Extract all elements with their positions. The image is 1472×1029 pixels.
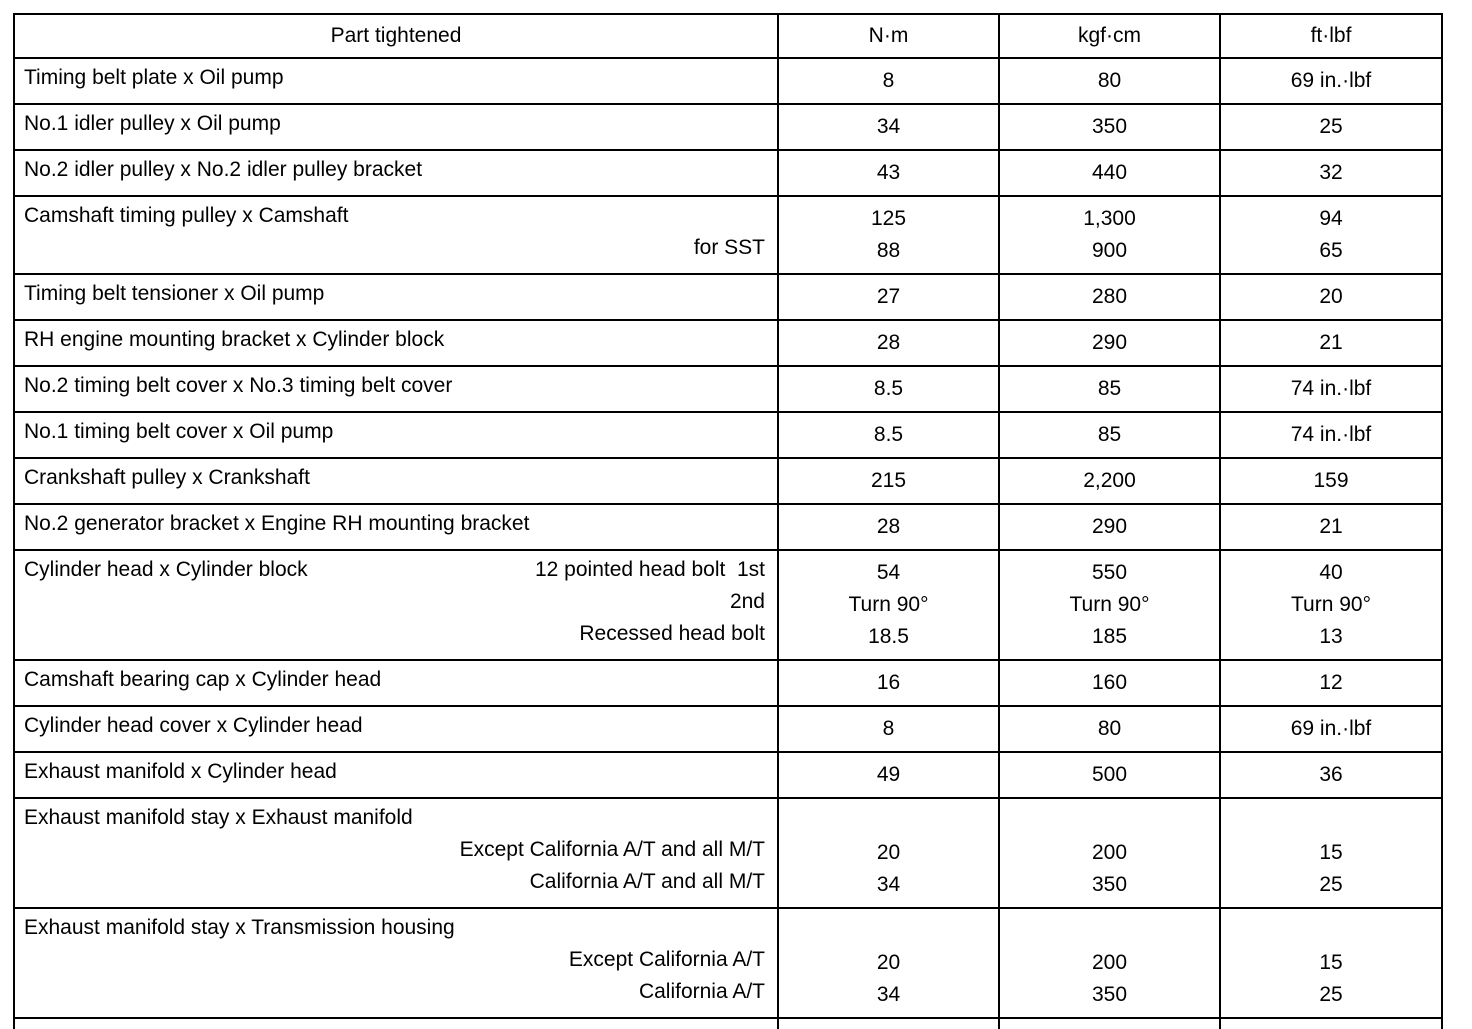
nm-value: 8: [778, 706, 999, 752]
nm-value: 16: [778, 660, 999, 706]
kgf-value: 200: [1091, 841, 1128, 864]
ft-value: 36: [1220, 752, 1442, 798]
part-cell: [14, 150, 778, 196]
part-name: Timing belt tensioner x Oil pump: [24, 282, 325, 305]
part-cell: [14, 274, 778, 320]
ft-value: 13: [1319, 625, 1343, 648]
nm-value: 49: [778, 752, 999, 798]
part-name: No.1 idler pulley x Oil pump: [24, 112, 281, 135]
table-row: [14, 706, 1442, 752]
sub-condition-label: California A/T: [638, 980, 765, 1003]
nm-cell: [778, 908, 999, 1018]
ft-cell: [1220, 550, 1442, 660]
part-cell: [14, 752, 778, 798]
part-name: No.2 timing belt cover x No.3 timing belt cover: [24, 374, 453, 397]
kgf-value: 500: [999, 752, 1220, 798]
part-cell: [14, 458, 778, 504]
nm-value: 34: [876, 983, 901, 1006]
sub-condition-label: Except California A/T and all M/T: [459, 838, 765, 861]
kgf-value: 2,200: [999, 458, 1220, 504]
nm-value: 8.5: [778, 412, 999, 458]
part-name: No.2 idler pulley x No.2 idler pulley bracket: [24, 158, 423, 181]
nm-cell: [778, 550, 999, 660]
part-cell: [14, 908, 778, 1018]
part-cell: [14, 660, 778, 706]
sub-condition-label: Recessed head bolt: [579, 622, 765, 645]
part-cell: [14, 366, 778, 412]
nm-value: 28: [778, 504, 999, 550]
part-cell: [14, 706, 778, 752]
part-line: [24, 554, 765, 586]
sub-condition-label: California A/T and all M/T: [529, 870, 765, 893]
kgf-value: 350: [1091, 983, 1128, 1006]
table-row: [14, 752, 1442, 798]
nm-value: 88: [876, 239, 901, 262]
kgf-value: 350: [1091, 873, 1128, 896]
ft-value: 21: [1220, 504, 1442, 550]
nm-value: 20: [876, 951, 901, 974]
ft-value: 25: [1319, 983, 1343, 1006]
header-part: Part tightened: [14, 14, 778, 58]
sub-condition-label: Except California A/T: [568, 948, 765, 971]
ft-cell: [1220, 908, 1442, 1018]
part-name: Exhaust manifold x Cylinder head: [24, 760, 337, 783]
header-kgf: kgf·cm: [999, 14, 1220, 58]
ft-value: 25: [1319, 873, 1343, 896]
table-row: [14, 908, 1442, 1018]
torque-table: [13, 13, 1443, 1029]
table-row: [14, 504, 1442, 550]
part-name: No.1 timing belt cover x Oil pump: [24, 420, 334, 443]
table-row: [14, 798, 1442, 908]
part-name: Exhaust manifold stay x Transmission housing: [24, 916, 455, 939]
kgf-cell: [999, 798, 1220, 908]
header-nm: N·m: [778, 14, 999, 58]
table-row: [14, 458, 1442, 504]
ft-value: 94: [1319, 207, 1343, 230]
kgf-value: 350: [999, 104, 1220, 150]
ft-value: 32: [1220, 150, 1442, 196]
kgf-value: 440: [999, 150, 1220, 196]
ft-value: 69 in.·lbf: [1220, 58, 1442, 104]
nm-value: 8: [778, 58, 999, 104]
table-row: [14, 366, 1442, 412]
part-cell: [14, 196, 778, 274]
kgf-value: 85: [999, 412, 1220, 458]
ft-value: 40: [1319, 561, 1343, 584]
part-name: Timing belt plate x Oil pump: [24, 66, 284, 89]
nm-value: 43: [778, 150, 999, 196]
ft-value: 65: [1319, 239, 1343, 262]
nm-value: 54: [876, 561, 901, 584]
header-ft: ft·lbf: [1220, 14, 1442, 58]
table-row-cutoff: [14, 1018, 1442, 1029]
part-name: Camshaft timing pulley x Camshaft: [24, 204, 349, 227]
table-row: [14, 412, 1442, 458]
part-cell: [14, 412, 778, 458]
table-row: [14, 660, 1442, 706]
nm-value: 215: [778, 458, 999, 504]
nm-value: 20: [876, 841, 901, 864]
part-name: No.2 generator bracket x Engine RH mounting bracket: [24, 512, 530, 535]
part-cell: [14, 104, 778, 150]
sub-condition-label: 2nd: [729, 590, 765, 613]
ft-value: 159: [1220, 458, 1442, 504]
part-name: RH engine mounting bracket x Cylinder block: [24, 328, 445, 351]
table-row: [14, 58, 1442, 104]
kgf-cell: [999, 550, 1220, 660]
ft-value: 12: [1220, 660, 1442, 706]
sub-condition-label: 12 pointed head bolt 1st: [534, 558, 765, 581]
table-row: [14, 196, 1442, 274]
part-cell: [14, 798, 778, 908]
kgf-cell: [999, 196, 1220, 274]
ft-cell: [1220, 196, 1442, 274]
nm-value: 34: [778, 104, 999, 150]
table-row: [14, 274, 1442, 320]
part-name: Cylinder head cover x Cylinder head: [24, 714, 363, 737]
part-name: Camshaft bearing cap x Cylinder head: [24, 668, 382, 691]
part-name: Exhaust manifold stay x Exhaust manifold: [24, 806, 413, 829]
table-row: [14, 550, 1442, 660]
torque-spec-sheet: [13, 13, 1441, 1029]
ft-value: 74 in.·lbf: [1220, 412, 1442, 458]
nm-cell: [778, 798, 999, 908]
kgf-value: 80: [999, 58, 1220, 104]
kgf-value: 185: [1091, 625, 1128, 648]
ft-value: Turn 90°: [1291, 593, 1371, 616]
nm-value: 125: [870, 207, 907, 230]
part-name: Cylinder head x Cylinder block: [24, 558, 308, 581]
ft-value: 21: [1220, 320, 1442, 366]
part-cell: [14, 550, 778, 660]
ft-value: 25: [1220, 104, 1442, 150]
nm-value: 28: [778, 320, 999, 366]
table-row: [14, 104, 1442, 150]
kgf-value: 550: [1091, 561, 1128, 584]
part-cell: [14, 504, 778, 550]
kgf-value: Turn 90°: [1069, 593, 1150, 616]
nm-value: 8.5: [778, 366, 999, 412]
kgf-value: 80: [999, 706, 1220, 752]
ft-value: 15: [1319, 951, 1343, 974]
kgf-value: 290: [999, 504, 1220, 550]
kgf-value: 290: [999, 320, 1220, 366]
header-row: [14, 14, 1442, 58]
kgf-value: 160: [999, 660, 1220, 706]
part-cell: [14, 58, 778, 104]
ft-value: 69 in.·lbf: [1220, 706, 1442, 752]
table-row: [14, 150, 1442, 196]
sub-condition-label: for SST: [693, 236, 765, 259]
table-row: [14, 320, 1442, 366]
nm-value: 34: [876, 873, 901, 896]
nm-value: 18.5: [868, 625, 909, 648]
ft-value: 74 in.·lbf: [1220, 366, 1442, 412]
kgf-value: 200: [1091, 951, 1128, 974]
ft-value: 20: [1220, 274, 1442, 320]
nm-value: Turn 90°: [848, 593, 929, 616]
kgf-value: 1,300: [1083, 207, 1136, 230]
kgf-cell: [999, 908, 1220, 1018]
ft-cell: [1220, 798, 1442, 908]
nm-cell: [778, 196, 999, 274]
ft-value: 15: [1319, 841, 1343, 864]
part-name: Crankshaft pulley x Crankshaft: [24, 466, 310, 489]
kgf-value: 280: [999, 274, 1220, 320]
part-cell: [14, 320, 778, 366]
nm-value: 27: [778, 274, 999, 320]
kgf-value: 85: [999, 366, 1220, 412]
kgf-value: 900: [1091, 239, 1128, 262]
